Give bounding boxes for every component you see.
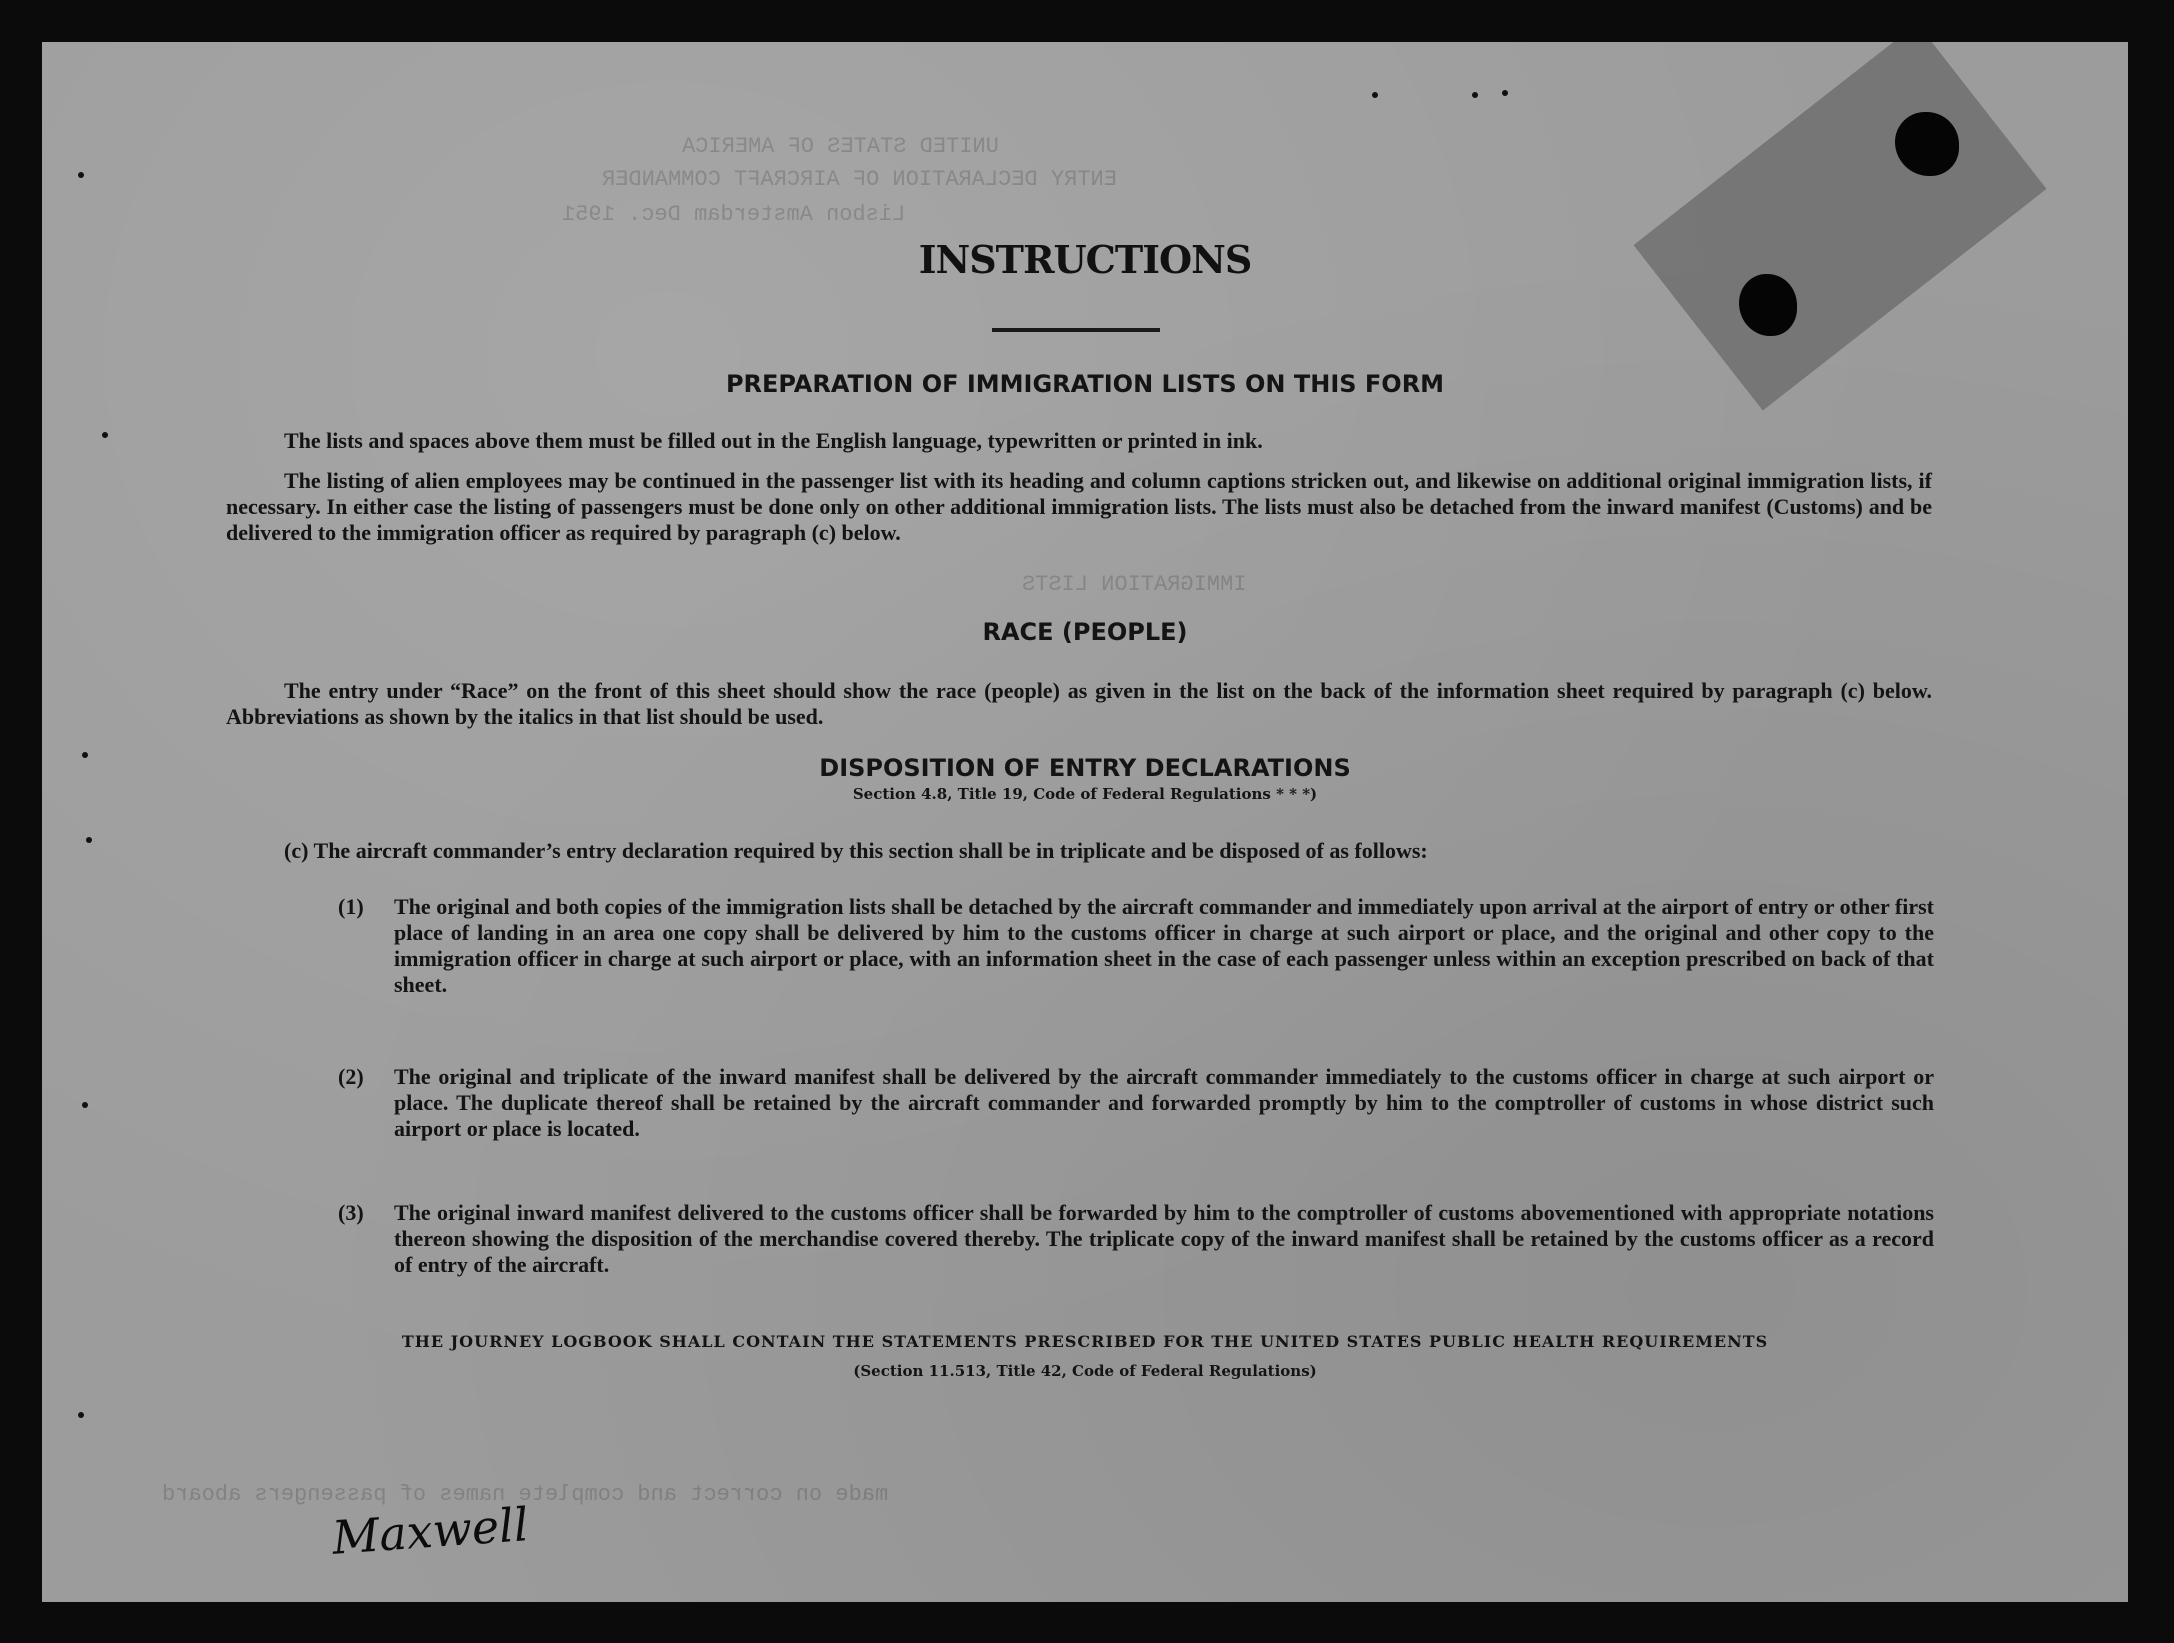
bleed-through-text: UNITED STATES OF AMERICA	[682, 134, 999, 159]
bleed-through-text: ENTRY DECLARATION OF AIRCRAFT COMMANDER	[602, 167, 1117, 192]
speck	[78, 1412, 84, 1418]
section-heading-race: RACE (PEOPLE)	[982, 618, 1188, 646]
preparation-paragraph-1: The lists and spaces above them must be filled out in the English language, typewritten or printed in ink.	[284, 428, 1263, 453]
race-paragraph: The entry under “Race” on the front of this sheet should show the race (people) as given in the list on the back of the information sheet required by paragraph (c) below. Abbreviations as shown by the italics in that list should be used.	[226, 678, 1932, 729]
disposition-item-3: The original inward manifest delivered to the customs officer shall be forwarded by him to the comptroller of customs abovementioned with appropriate notations thereon showing the disposition of the merchandise covered thereby. The triplicate copy of the inward manifest shall be retained by the customs officer as a record of entry of the aircraft.	[394, 1200, 1934, 1277]
speck	[1372, 92, 1378, 98]
page-title: INSTRUCTIONS	[918, 237, 1252, 282]
punch-hole	[1895, 112, 1959, 176]
speck	[1502, 90, 1508, 96]
title-underline	[992, 328, 1160, 332]
speck	[82, 1102, 88, 1108]
preparation-paragraph-2: The listing of alien employees may be continued in the passenger list with its heading and column captions stricken out, and likewise on additional original immigration lists, if necessary. In either case the listing of passengers must be done only on other additional immigration lists. The lists must also be detached from the inward manifest (Customs) and be delivered to the immigration officer as required by paragraph (c) below.	[226, 468, 1932, 545]
speck	[86, 837, 92, 843]
disposition-item-2: The original and triplicate of the inward manifest shall be delivered by the aircraft commander immediately to the customs officer in charge at such airport or place. The duplicate thereof shall be retained by the aircraft commander and forwarded promptly by him to the comptroller of customs in whose district such airport or place is located.	[394, 1064, 1934, 1141]
adhesive-tape	[1634, 42, 2047, 411]
section-heading-disposition: DISPOSITION OF ENTRY DECLARATIONS	[819, 754, 1351, 782]
disposition-citation: Section 4.8, Title 19, Code of Federal Regulations * * *)	[852, 785, 1318, 803]
speck	[1472, 92, 1478, 98]
section-heading-preparation: PREPARATION OF IMMIGRATION LISTS ON THIS FORM	[725, 370, 1445, 398]
bleed-through-text: IMMIGRATION LISTS	[1022, 572, 1247, 597]
disposition-item-1: The original and both copies of the immigration lists shall be detached by the aircraft commander and immediately upon arrival at the airport of entry or other first place of landing in an area one copy shall be delivered by him to the customs officer in charge at such airport or place, and the original and other copy to the immigration officer in charge at such airport or place, with an information sheet in the case of each passenger unless within an exception prescribed on back of that sheet.	[394, 894, 1934, 997]
handwritten-signature: Maxwell	[330, 1497, 531, 1565]
punch-hole	[1739, 274, 1797, 336]
speck	[78, 172, 84, 178]
speck	[102, 432, 108, 438]
item-number: (2)	[338, 1064, 364, 1089]
footer-citation: (Section 11.513, Title 42, Code of Federal Regulations)	[853, 1362, 1317, 1380]
item-number: (1)	[338, 894, 364, 919]
footer-requirement: THE JOURNEY LOGBOOK SHALL CONTAIN THE STATEMENTS PRESCRIBED FOR THE UNITED STATES PUBLIC HEALTH REQUIREMENTS	[401, 1332, 1769, 1351]
bleed-through-text: Lisbon Amsterdam Dec. 1951	[562, 202, 906, 227]
disposition-intro: (c) The aircraft commander’s entry declaration required by this section shall be in triplicate and be disposed of as follows:	[284, 838, 1428, 863]
bleed-through-text: made on correct and complete names of passengers aboard	[162, 1482, 889, 1507]
item-number: (3)	[338, 1200, 364, 1225]
document-page	[42, 42, 2128, 1602]
